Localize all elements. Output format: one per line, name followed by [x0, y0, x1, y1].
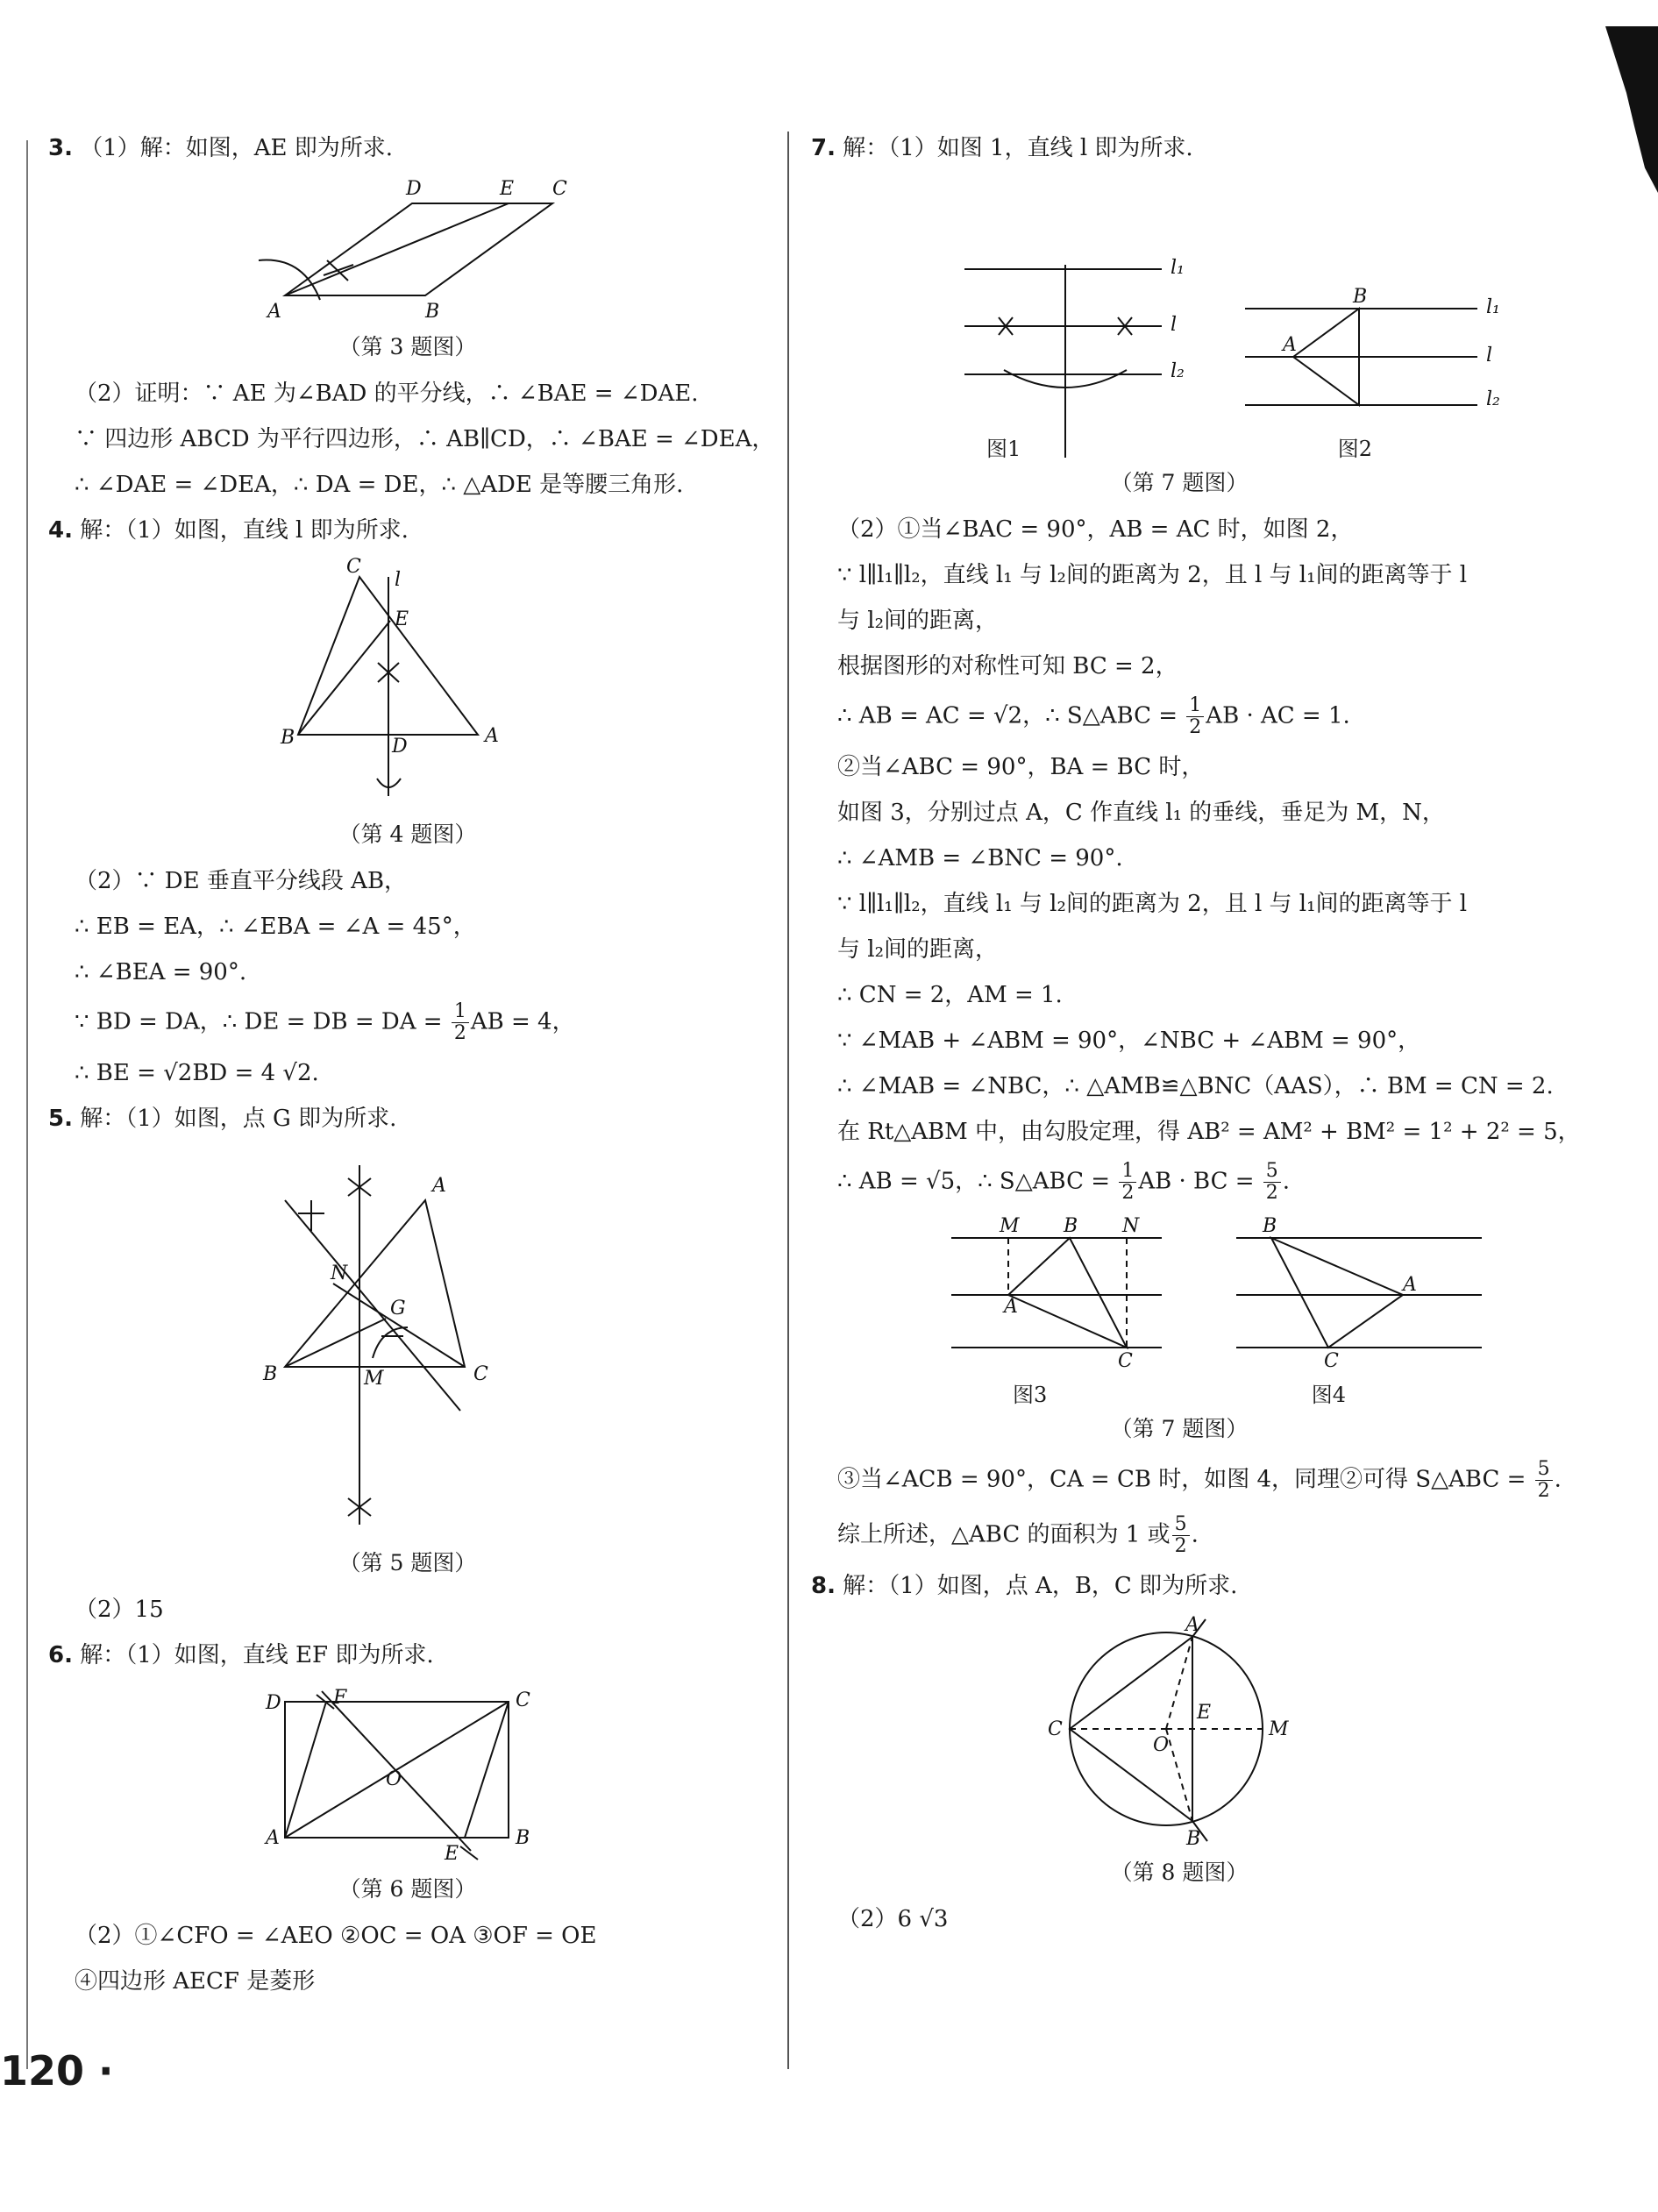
q3-figure-parallelogram [250, 177, 566, 326]
q7-fraction-4 [1535, 1459, 1553, 1502]
label-A: A [1283, 334, 1297, 356]
q4-number: 4. [48, 517, 73, 544]
q7-line6 [811, 695, 1548, 738]
q8-number: 8. [811, 1573, 836, 1599]
q7-caption-bottom: （第 7 题图） [1110, 1416, 1249, 1441]
q7-figures-1-2 [864, 177, 1500, 410]
left-margin-rule [26, 140, 28, 2069]
label-A: A [1004, 1296, 1018, 1318]
label-l: l [1171, 314, 1178, 336]
q7-line17 [811, 1458, 1562, 1502]
q7-line18 [811, 1514, 1548, 1557]
q3-heading [48, 132, 767, 165]
q7-line8: 如图 3，分别过点 A，C 作直线 l₁ 的垂线，垂足为 M，N， [837, 800, 1445, 826]
label-C: C [1118, 1350, 1133, 1372]
q7-line18-b: . [1191, 1521, 1199, 1548]
q4-figure-triangle [250, 556, 566, 814]
q7-line18-a: 综上所述，△ABC 的面积为 1 或 [837, 1521, 1171, 1548]
q7-line16 [811, 1161, 1548, 1204]
q5-figure [250, 1148, 566, 1542]
q6-number: 6. [48, 1642, 73, 1668]
q7-line10: ∵ l∥l₁∥l₂，直线 l₁ 与 l₂间的距离为 2，且 l 与 l₁间的距离等于 l [837, 891, 1468, 917]
frac-den: 2 [1189, 716, 1202, 738]
q7-number: 7. [811, 135, 836, 161]
label-B: B [516, 1827, 530, 1849]
label-O: O [386, 1768, 402, 1790]
label-l2: l₂ [1486, 388, 1500, 410]
q4-line4: ∴ ∠BEA = 90°. [75, 959, 247, 985]
label-E: E [1197, 1702, 1212, 1724]
fig4-triangle [1271, 1238, 1403, 1348]
q7-line6-b: AB · AC = 1. [1206, 702, 1350, 729]
label-N: N [1122, 1215, 1140, 1237]
q4-line1: 解：（1）如图，直线 l 即为所求. [80, 517, 409, 544]
frac-den: 2 [1121, 1182, 1135, 1204]
q7-line9: ∴ ∠AMB = ∠BNC = 90°. [837, 845, 1123, 871]
q7-caption-top: （第 7 题图） [1110, 470, 1249, 495]
q7-fraction-2 [1119, 1161, 1136, 1204]
column-divider [787, 132, 789, 2069]
q5-line1: 解：（1）如图，点 G 即为所求. [80, 1106, 397, 1132]
q8-heading [811, 1569, 1548, 1603]
label-l: l [1486, 345, 1493, 366]
label-B: B [425, 301, 440, 323]
frac-den: 2 [1174, 1535, 1187, 1557]
q6-heading [48, 1639, 767, 1672]
q7-line16-c: . [1282, 1168, 1291, 1195]
frac-num: 5 [1172, 1514, 1190, 1536]
fig2-label: 图2 [1337, 437, 1372, 461]
q6-line2: （2）①∠CFO = ∠AEO ②OC = OA ③OF = OE [75, 1923, 597, 1949]
q3-line2: （2）证明：∵ AE 为∠BAD 的平分线，∴ ∠BAE = ∠DAE. [75, 381, 699, 407]
fig1-label: 图1 [986, 437, 1021, 461]
q4-line6: ∴ BE = √2BD = 4 √2. [75, 1060, 319, 1086]
label-A: A [432, 1175, 446, 1197]
q7-line1: 解：（1）如图 1，直线 l 即为所求. [843, 135, 1193, 161]
q7-heading [811, 132, 1548, 165]
q8-caption: （第 8 题图） [1110, 1860, 1249, 1885]
q4-heading [48, 514, 767, 547]
q6-line3: ④四边形 AECF 是菱形 [75, 1968, 316, 1995]
q4-line3: ∴ EB = EA，∴ ∠EBA = ∠A = 45°， [75, 914, 476, 940]
label-B: B [1186, 1828, 1201, 1850]
q7-line13: ∵ ∠MAB + ∠ABM = 90°，∠NBC + ∠ABM = 90°， [837, 1028, 1421, 1054]
q4-line5-a: ∵ BD = DA，∴ DE = DB = DA = [75, 1008, 450, 1035]
label-D: D [392, 736, 408, 757]
q7-line2: （2）①当∠BAC = 90°，AB = AC 时，如图 2， [837, 516, 1354, 543]
frac-num: 1 [452, 1001, 469, 1023]
q7-figures-3-4 [864, 1216, 1495, 1374]
q5-caption: （第 5 题图） [338, 1550, 477, 1575]
q7-line5: 根据图形的对称性可知 BC = 2， [837, 653, 1178, 679]
q7-line4: 与 l₂间的距离， [837, 608, 999, 634]
frac-den: 2 [1265, 1182, 1278, 1204]
q6-seg-ce [465, 1702, 509, 1838]
q5-number: 5. [48, 1106, 73, 1132]
q7-line14: ∴ ∠MAB = ∠NBC，∴ △AMB≌△BNC（AAS），∴ BM = CN = 2. [837, 1073, 1554, 1099]
label-A: A [1403, 1274, 1417, 1296]
q5-arc-mid [373, 1327, 408, 1358]
q7-line17-a: ③当∠ACB = 90°，CA = CB 时，如图 4，同理②可得 S△ABC = [837, 1466, 1533, 1493]
q8-dash-oa [1166, 1637, 1192, 1729]
q3-line1: （1）解：如图，AE 即为所求. [80, 135, 394, 161]
frac-num: 5 [1535, 1459, 1553, 1481]
label-N: N [331, 1262, 348, 1284]
q7-fraction-5 [1172, 1514, 1190, 1557]
label-G: G [390, 1298, 406, 1319]
q8-dash-ob [1166, 1729, 1192, 1821]
q7-line3: ∵ l∥l₁∥l₂，直线 l₁ 与 l₂间的距离为 2，且 l 与 l₁间的距离等于 l [837, 562, 1468, 588]
label-C: C [1324, 1350, 1339, 1372]
label-B: B [1064, 1215, 1078, 1237]
label-E: E [445, 1843, 459, 1865]
label-l2: l₂ [1171, 360, 1185, 382]
label-M: M [1269, 1718, 1289, 1740]
q6-figure-rectangle [250, 1684, 566, 1868]
label-M: M [1000, 1215, 1020, 1237]
label-B: B [1353, 286, 1368, 308]
label-F: F [333, 1687, 347, 1709]
page-number-text: 120 [0, 2047, 85, 2095]
q4-line5 [48, 1001, 767, 1044]
label-C: C [473, 1363, 488, 1385]
q7-fig-labels-bottom [1013, 1377, 1346, 1408]
q7-line16-a: ∴ AB = √5，∴ S△ABC = [837, 1168, 1118, 1195]
label-O: O [1153, 1734, 1170, 1756]
q3-bisector-ae [285, 203, 509, 295]
q7-fig-labels-top [986, 431, 1372, 462]
q7-line17-b: . [1554, 1466, 1562, 1493]
label-l: l [395, 569, 402, 591]
fig3-label: 图3 [1013, 1383, 1048, 1407]
label-B: B [281, 727, 295, 749]
q7-line12: ∴ CN = 2，AM = 1. [837, 982, 1063, 1008]
label-A: A [267, 301, 281, 323]
q3-line3: ∵ 四边形 ABCD 为平行四边形，∴ AB∥CD，∴ ∠BAE = ∠DEA， [75, 426, 775, 452]
label-C: C [552, 178, 567, 200]
label-B: B [263, 1363, 278, 1385]
q7-line15: 在 Rt△ABM 中，由勾股定理，得 AB² = AM² + BM² = 1² + 2² = 5， [837, 1119, 1581, 1145]
q7-fraction-1 [1186, 695, 1204, 738]
label-C: C [1048, 1718, 1063, 1740]
label-A: A [1185, 1614, 1199, 1636]
q8-line2: （2）6 √3 [837, 1906, 949, 1932]
q8-line1: 解：（1）如图，点 A，B，C 即为所求. [843, 1573, 1238, 1599]
page-number: 120 · [0, 2047, 114, 2095]
q4-caption: （第 4 题图） [338, 821, 477, 847]
frac-num: 1 [1119, 1161, 1136, 1183]
fig4-label: 图4 [1311, 1383, 1346, 1407]
label-B: B [1263, 1215, 1277, 1237]
q3-parallelogram [285, 203, 552, 295]
q8-figure-circle [1021, 1615, 1337, 1852]
q5-seg-nc [333, 1284, 465, 1367]
left-column [48, 132, 775, 2010]
frac-num: 1 [1186, 695, 1204, 717]
q4-line5-b: AB = 4， [470, 1008, 575, 1035]
q7-line11: 与 l₂间的距离， [837, 936, 999, 963]
q4-line2: （2）∵ DE 垂直平分线段 AB， [75, 868, 408, 894]
frac-den: 2 [453, 1022, 466, 1044]
q7-line16-b: AB · BC = [1138, 1168, 1262, 1195]
label-C: C [516, 1689, 530, 1711]
q3-number: 3. [48, 135, 73, 161]
q7-line6-a: ∴ AB = AC = √2，∴ S△ABC = [837, 702, 1185, 729]
label-E: E [500, 178, 515, 200]
label-l1: l₁ [1486, 296, 1500, 318]
label-D: D [406, 178, 422, 200]
label-C: C [346, 556, 361, 578]
label-D: D [266, 1692, 281, 1714]
label-M: M [364, 1368, 384, 1390]
q4-segment-be [298, 621, 390, 735]
label-l1: l₁ [1171, 257, 1185, 279]
q7-line7: ②当∠ABC = 90°，BA = BC 时， [837, 754, 1205, 780]
q5-seg-bg [285, 1319, 386, 1367]
q7-fraction-3 [1263, 1161, 1281, 1204]
q4-fraction [452, 1001, 469, 1044]
fig3-triangle [1008, 1238, 1127, 1348]
q6-caption: （第 6 题图） [338, 1876, 477, 1902]
label-A: A [485, 725, 499, 747]
q5-line2: （2）15 [75, 1597, 164, 1623]
q6-line1: 解：（1）如图，直线 EF 即为所求. [80, 1642, 434, 1668]
label-A: A [266, 1827, 280, 1849]
page-corner-scan-edge [1605, 26, 1658, 193]
q3-line4: ∴ ∠DAE = ∠DEA，∴ DA = DE，∴ △ADE 是等腰三角形. [75, 472, 684, 498]
q3-caption: （第 3 题图） [338, 334, 477, 359]
q5-heading [48, 1102, 767, 1135]
label-E: E [395, 608, 409, 630]
frac-den: 2 [1537, 1480, 1550, 1502]
right-column [811, 132, 1581, 1948]
frac-num: 5 [1263, 1161, 1281, 1183]
